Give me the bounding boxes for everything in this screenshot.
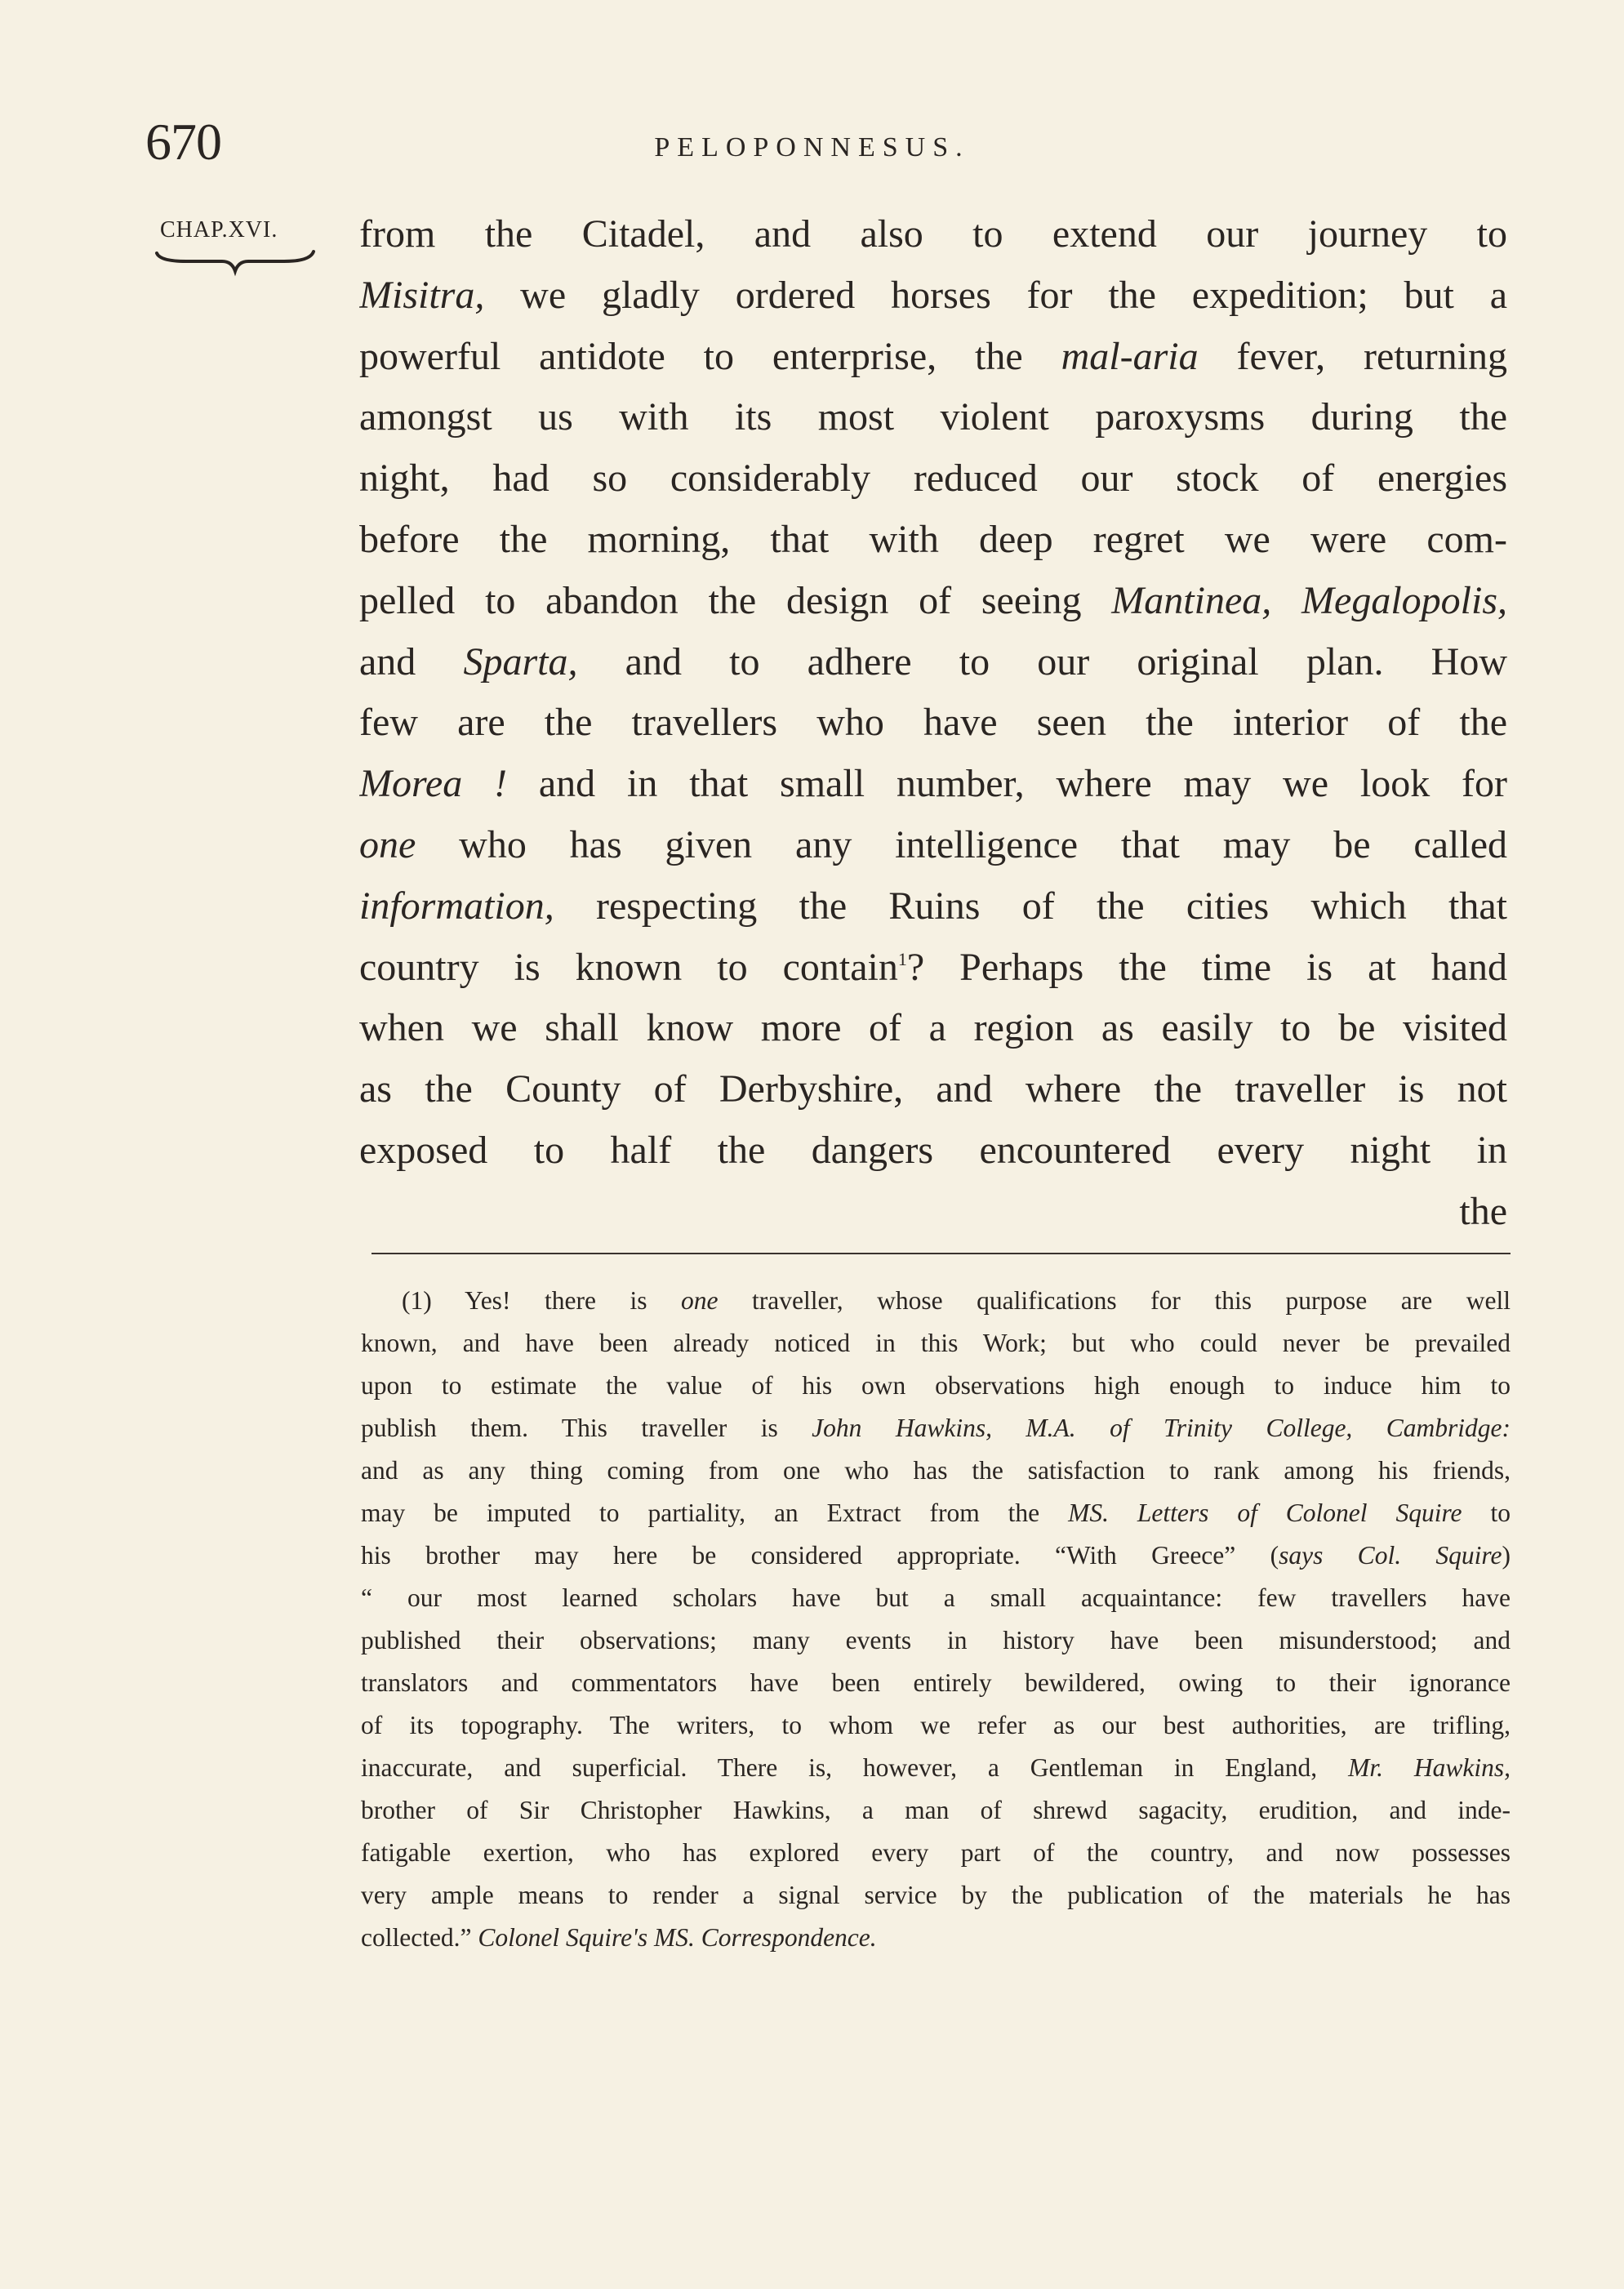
chapter-mark: CHAP.XVI.: [160, 217, 278, 243]
footnote-line: [361, 1789, 1511, 1832]
text-run: very ample means to render a signal service by the publication of the materials he has: [361, 1881, 1511, 1909]
text-run: powerful antidote to enterprise, the: [359, 334, 1061, 378]
footnote-line: [361, 1280, 1511, 1322]
text-run: says Col. Squire: [1279, 1541, 1502, 1570]
text-run: collected.”: [361, 1923, 478, 1952]
footnote-line: [361, 1874, 1511, 1917]
footnote-line: [361, 1534, 1511, 1577]
text-run: and in that small number, where may we look for: [507, 762, 1507, 806]
text-run: Colonel Squire's MS. Correspondence.: [478, 1923, 877, 1952]
text-run: brother of Sir Christopher Hawkins, a man of shrewd sagacity, erudition, and inde-: [361, 1796, 1511, 1824]
text-line: [359, 632, 1507, 693]
page-number: 670: [145, 113, 221, 171]
running-head: PELOPONNESUS.: [654, 132, 970, 163]
text-run: and as any thing coming from one who has the satisfaction to rank among his friends,: [361, 1456, 1511, 1485]
footnote-line: [361, 1365, 1511, 1407]
text-run: fatigable exertion, who has explored every part of the country, and now possesses: [361, 1838, 1511, 1867]
footnote-line: [361, 1492, 1511, 1534]
text-run: one: [681, 1286, 719, 1315]
text-run: night, had so considerably reduced our stock of energies: [359, 456, 1507, 501]
text-run: translators and commentators have been entirely bewildered, owing to their ignorance: [361, 1668, 1511, 1697]
text-run: MS. Letters of Colonel Squire: [1068, 1499, 1462, 1527]
text-run: respecting the Ruins of the cities which that: [554, 884, 1507, 928]
text-line: [359, 1059, 1507, 1120]
text-run: mal-aria: [1061, 334, 1199, 378]
text-line: [359, 754, 1507, 815]
footnote-line: [361, 1407, 1511, 1450]
text-run: few are the travellers who have seen the interior of the: [359, 701, 1507, 745]
text-run: published their observations; many events in history have been misunderstood; and: [361, 1626, 1511, 1654]
footnote-line: [361, 1577, 1511, 1619]
text-run: John Hawkins, M.A. of Trinity College, Cambridge:: [812, 1414, 1511, 1442]
text-run: we gladly ordered horses for the expedition; but a: [484, 273, 1507, 317]
text-line: [359, 815, 1507, 876]
footnote-line: [361, 1917, 1511, 1959]
text-run: Misitra,: [359, 273, 485, 317]
text-run: country is known to contain: [359, 945, 898, 989]
text-line: [359, 1182, 1507, 1243]
text-run: pelled to abandon the design of seeing: [359, 578, 1112, 622]
text-run: to: [1462, 1499, 1511, 1527]
text-run: “ our most learned scholars have but a small acquaintance: few travellers have: [361, 1583, 1511, 1612]
text-run: one: [359, 822, 416, 866]
text-run: when we shall know more of a region as easily to be visited: [359, 1006, 1507, 1050]
text-line: [359, 387, 1507, 448]
text-run: information,: [359, 884, 554, 928]
text-run: ? Perhaps the time is at hand: [906, 945, 1507, 989]
footnote-line: [361, 1747, 1511, 1789]
text-run: publish them. This traveller is: [361, 1414, 812, 1442]
text-run: traveller, whose qualifications for this purpose are well: [718, 1286, 1511, 1315]
text-line: [359, 204, 1507, 265]
text-run: who has given any intelligence that may be called: [416, 822, 1507, 866]
text-line: [359, 571, 1507, 632]
text-run: and to adhere to our original plan. How: [577, 639, 1507, 684]
text-run: upon to estimate the value of his own observations high enough to induce him to: [361, 1371, 1511, 1400]
text-run: Morea !: [359, 762, 508, 806]
text-run: before the morning, that with deep regret we were com-: [359, 517, 1507, 561]
text-line: [359, 1120, 1507, 1182]
footnote-line: [361, 1832, 1511, 1874]
text-line: [359, 692, 1507, 754]
text-run: Mantinea, Megalopolis,: [1111, 578, 1507, 622]
text-run: fever, returning: [1198, 334, 1507, 378]
footnote: [361, 1280, 1511, 1959]
text-run: exposed to half the dangers encountered every night in: [359, 1128, 1507, 1172]
text-run: and: [359, 639, 464, 684]
text-run: amongst us with its most violent paroxysms during the: [359, 395, 1507, 439]
footnote-line: [361, 1662, 1511, 1704]
text-run: as the County of Derbyshire, and where the traveller is not: [359, 1067, 1507, 1111]
footnote-line: [361, 1322, 1511, 1365]
text-run: known, and have been already noticed in this Work; but who could never be prevailed: [361, 1329, 1511, 1357]
text-run: from the Citadel, and also to extend our journey to: [359, 212, 1507, 256]
text-line: [359, 448, 1507, 510]
footnote-rule: [372, 1253, 1511, 1254]
text-run: his brother may here be considered appropriate. “With Greece” (: [361, 1541, 1279, 1570]
text-run: ): [1502, 1541, 1511, 1570]
text-run: Sparta,: [463, 639, 578, 684]
text-run: inaccurate, and superficial. There is, however, a Gentleman in England,: [361, 1753, 1349, 1782]
footnote-line: [361, 1704, 1511, 1747]
text-line: [359, 327, 1507, 388]
footnote-line: [361, 1619, 1511, 1662]
chapter-brace-ornament: [154, 247, 317, 279]
text-line: [359, 937, 1507, 999]
text-run: of its topography. The writers, to whom we refer as our best authorities, are trifling,: [361, 1711, 1511, 1739]
text-run: the: [1459, 1189, 1507, 1233]
text-line: [359, 876, 1507, 937]
footnote-marker: 1: [897, 948, 907, 969]
text-line: [359, 998, 1507, 1059]
footnote-line: [361, 1450, 1511, 1492]
text-line: [359, 265, 1507, 327]
main-text: [359, 204, 1507, 1243]
text-run: may be imputed to partiality, an Extract from the: [361, 1499, 1069, 1527]
text-run: (1) Yes! there is: [402, 1286, 682, 1315]
text-line: [359, 510, 1507, 571]
text-run: Mr. Hawkins,: [1348, 1753, 1511, 1782]
